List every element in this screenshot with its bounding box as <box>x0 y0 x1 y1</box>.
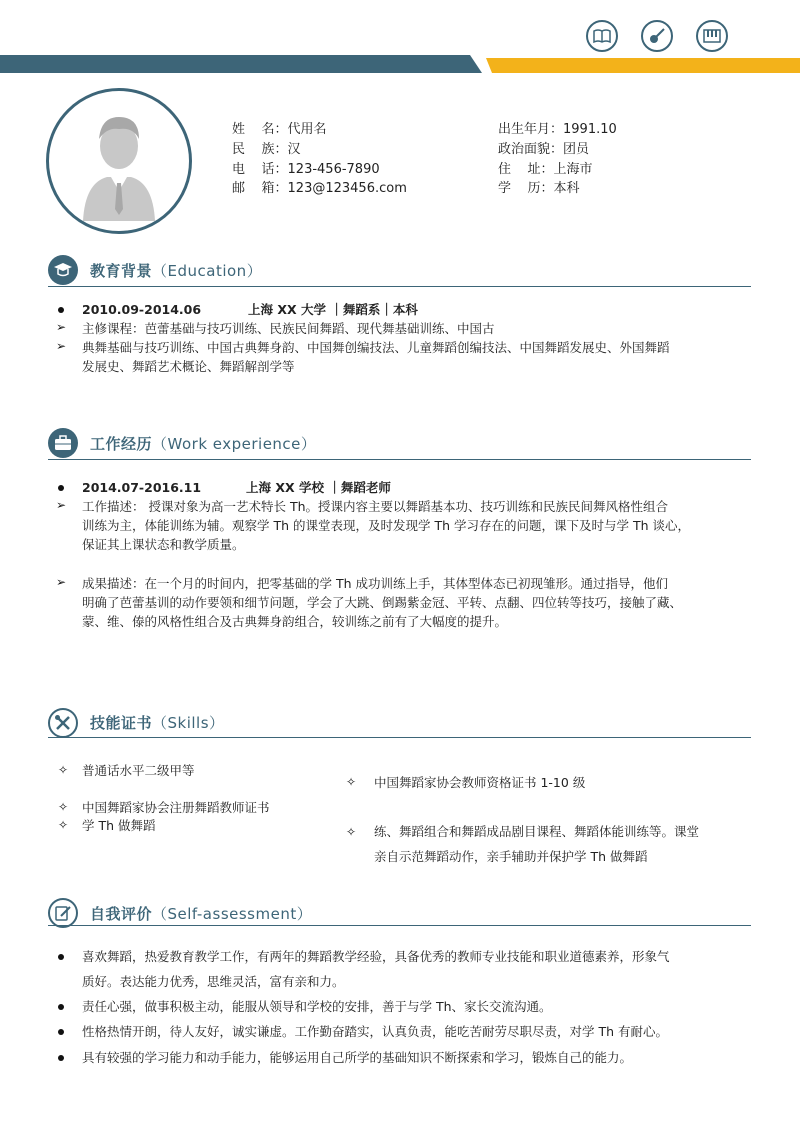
profile-political: 政治面貌：团员 <box>498 142 590 157</box>
profile-email: 邮 箱：123@123456.com <box>232 181 407 196</box>
work-result: 成果描述：在一个月的时间内，把零基础的学 Th 成功训练上手，其体型体态已初现雏形。通过指导，他们 <box>82 576 669 591</box>
bullet-dot <box>58 954 64 960</box>
arrow-bullet-icon: ➢ <box>56 498 67 512</box>
arrow-bullet-icon: ➢ <box>56 339 67 353</box>
divider <box>48 737 751 738</box>
education-line: 典舞基础与技巧训练、中国古典舞身韵、中国舞创编技法、儿童舞蹈创编技法、中国舞蹈发展史、外国舞蹈 <box>82 340 670 355</box>
work-desc: 保证其上课状态和教学质量。 <box>82 537 245 552</box>
work-period: 2014.07-2016.11 <box>82 480 202 495</box>
divider <box>48 459 751 460</box>
work-desc: 训练为主，体能训练为辅。观察学 Th 的课堂表现，及时发现学 Th 学习存在的问题，课下及时与学 Th 谈心， <box>82 518 691 533</box>
divider <box>48 925 751 926</box>
education-period: 2010.09-2014.06 <box>82 302 202 317</box>
guitar-icon <box>641 20 673 52</box>
diamond-bullet-icon: ✧ <box>58 818 69 832</box>
bullet-dot <box>58 485 64 491</box>
self-item: 性格热情开朗，待人友好，诚实谦虚。工作勤奋踏实，认真负责，能吃苦耐劳尽职尽责，对学 Th 有耐心。 <box>82 1024 669 1039</box>
self-item: 喜欢舞蹈，热爱教育教学工作，有两年的舞蹈教学经验，具备优秀的教师专业技能和职业道德素养，形象气 <box>82 949 670 964</box>
skill-item: 练、舞蹈组合和舞蹈成品剧目课程、舞蹈体能训练等。课堂 <box>374 824 700 839</box>
skill-item: 中国舞蹈家协会注册舞蹈教师证书 <box>82 800 270 815</box>
arrow-bullet-icon: ➢ <box>56 575 67 589</box>
header-bar-primary <box>0 55 482 73</box>
divider <box>48 286 751 287</box>
work-result: 蒙、维、傣的风格性组合及古典舞身韵组合，较训练之前有了大幅度的提升。 <box>82 614 508 629</box>
work-title: 工作经历（Work experience） <box>90 435 317 453</box>
profile-address: 住 址：上海市 <box>498 162 593 177</box>
graduation-cap-icon <box>48 255 78 285</box>
bullet-dot <box>58 1004 64 1010</box>
education-title: 教育背景（Education） <box>90 262 263 280</box>
bullet-dot <box>58 1029 64 1035</box>
self-item: 具有较强的学习能力和动手能力，能够运用自己所学的基础知识不断探索和学习，锻炼自己的能力。 <box>82 1050 633 1065</box>
profile-phone: 电 话：123-456-7890 <box>232 162 380 177</box>
tools-icon <box>48 708 78 738</box>
skill-item: 学 Th 做舞蹈 <box>82 818 156 833</box>
education-line: 主修课程：芭蕾基础与技巧训练、民族民间舞蹈、现代舞基础训练、中国古 <box>82 321 495 336</box>
book-icon <box>586 20 618 52</box>
bullet-dot <box>58 307 64 313</box>
edit-icon <box>48 898 78 928</box>
work-desc: 工作描述： 授课对象为高一艺术特长 Th。授课内容主要以舞蹈基本功、技巧训练和民族民间舞风格性组合 <box>82 499 669 514</box>
education-school: 上海 XX 大学 ｜舞蹈系｜本科 <box>248 302 418 317</box>
arrow-bullet-icon: ➢ <box>56 320 67 334</box>
self-item: 质好。表达能力优秀，思维灵活，富有亲和力。 <box>82 974 345 989</box>
briefcase-icon <box>48 428 78 458</box>
work-result: 明确了芭蕾基训的动作要领和细节问题，学会了大跳、倒踢紫金冠、平转、点翻、四位转等技巧，接触了藏、 <box>82 595 683 610</box>
work-org: 上海 XX 学校 ｜舞蹈老师 <box>246 480 391 495</box>
avatar <box>46 88 192 234</box>
header-bar-accent <box>478 58 800 73</box>
self-title: 自我评价（Self-assessment） <box>90 905 313 923</box>
piano-icon <box>696 20 728 52</box>
bullet-dot <box>58 1055 64 1061</box>
profile-degree: 学 历：本科 <box>498 181 580 196</box>
education-line: 发展史、舞蹈艺术概论、舞蹈解剖学等 <box>82 359 295 374</box>
diamond-bullet-icon: ✧ <box>58 763 69 777</box>
profile-birth: 出生年月：1991.10 <box>498 122 617 137</box>
diamond-bullet-icon: ✧ <box>346 775 357 789</box>
self-item: 责任心强，做事积极主动，能服从领导和学校的安排，善于与学 Th、家长交流沟通。 <box>82 999 552 1014</box>
skill-item: 普通话水平二级甲等 <box>82 763 195 778</box>
skill-item: 中国舞蹈家协会教师资格证书 1-10 级 <box>374 775 586 790</box>
skills-title: 技能证书（Skills） <box>90 714 225 732</box>
skill-item: 亲自示范舞蹈动作，亲手辅助并保护学 Th 做舞蹈 <box>374 849 648 864</box>
profile-ethnicity: 民 族：汉 <box>232 142 301 157</box>
diamond-bullet-icon: ✧ <box>346 825 357 839</box>
diamond-bullet-icon: ✧ <box>58 800 69 814</box>
profile-name: 姓 名：代用名 <box>232 122 327 137</box>
